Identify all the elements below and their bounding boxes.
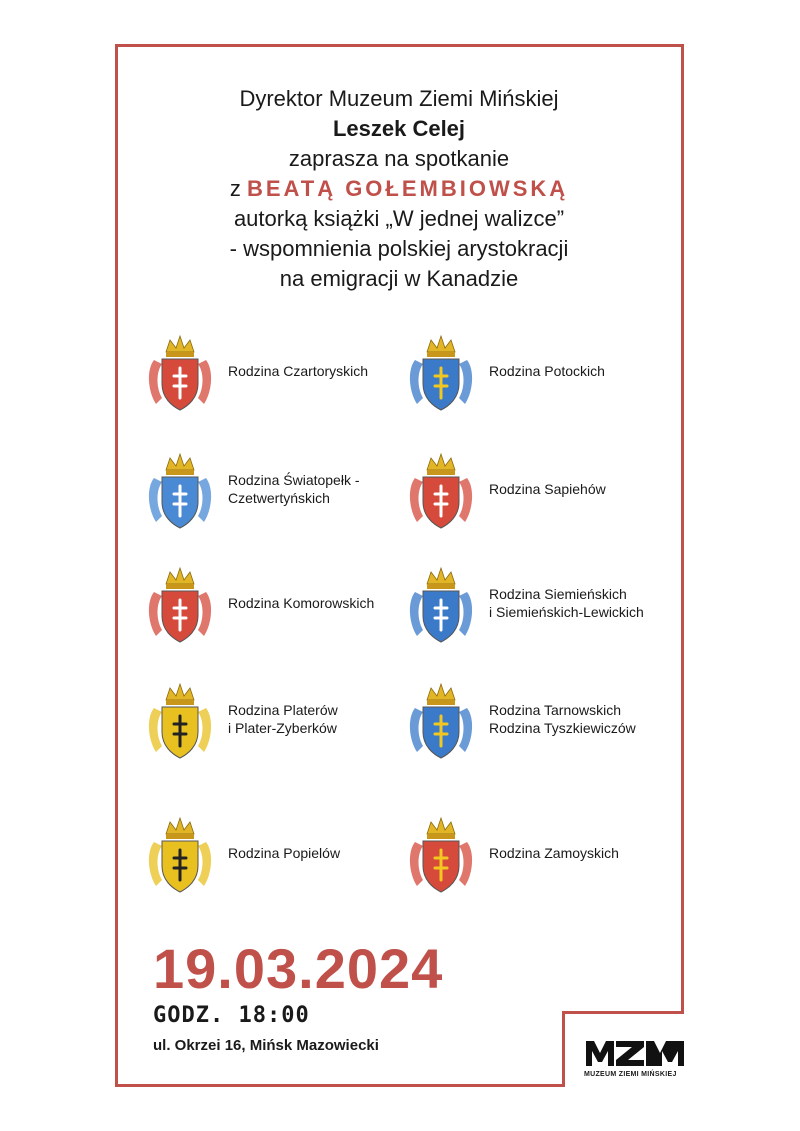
frame-notch-horizontal — [562, 1011, 684, 1014]
frame-bottom — [115, 1084, 565, 1087]
memories-line: - wspomnienia polskiej arystokracji — [229, 236, 569, 261]
mzm-logo-icon — [584, 1038, 686, 1068]
family-item — [407, 558, 644, 648]
family-name — [489, 701, 636, 737]
logo-caption: MUZEUM ZIEMI MIŃSKIEJ — [584, 1071, 677, 1078]
event-address: ul. Okrzei 16, Mińsk Mazowiecki — [153, 1037, 379, 1054]
family-name-line: Rodzina Platerów — [228, 702, 338, 718]
family-name-line: Rodzina Potockich — [489, 363, 605, 379]
family-name — [489, 480, 606, 498]
sapieha-crest-icon — [407, 444, 475, 534]
popiel-crest-icon — [146, 808, 214, 898]
event-time: GODZ. 18:00 — [153, 1003, 310, 1028]
komorowski-crest-icon — [146, 558, 214, 648]
guest-line — [118, 174, 680, 204]
family-name-line: Rodzina Sapiehów — [489, 481, 606, 497]
family-item — [407, 326, 605, 416]
siemienski-crest-icon — [407, 558, 475, 648]
guest-name: BEATĄ GOŁEMBIOWSKĄ — [246, 176, 569, 201]
tarnowski-crest-icon — [407, 674, 475, 764]
director-line: Dyrektor Muzeum Ziemi Mińskiej — [239, 86, 559, 111]
family-name — [228, 594, 374, 612]
family-item — [407, 674, 636, 764]
czartoryski-crest-icon — [146, 326, 214, 416]
family-name — [228, 362, 368, 380]
zamoyski-crest-icon — [407, 808, 475, 898]
family-name — [489, 585, 644, 621]
book-line: autorką książki „W jednej walizce” — [233, 206, 565, 231]
host-name: Leszek Celej — [332, 116, 466, 141]
museum-logo — [584, 1038, 686, 1078]
family-name-line: Rodzina Tyszkiewiczów — [489, 720, 636, 736]
potocki-crest-icon — [407, 326, 475, 416]
family-item — [146, 558, 374, 648]
family-name-line: Rodzina Siemieńskich — [489, 586, 627, 602]
family-item — [146, 326, 368, 416]
guest-prefix: z — [229, 176, 241, 201]
family-name — [489, 844, 619, 862]
plater-crest-icon — [146, 674, 214, 764]
family-item — [407, 808, 619, 898]
frame-notch-vertical — [562, 1011, 565, 1087]
invitation-header — [118, 84, 680, 294]
invite-line: zaprasza na spotkanie — [288, 146, 510, 171]
family-name — [228, 701, 338, 737]
family-item — [146, 444, 360, 534]
family-item — [407, 444, 606, 534]
family-name-line: Czetwertyńskich — [228, 490, 330, 506]
frame-right — [681, 44, 684, 1013]
frame-top — [115, 44, 684, 47]
emigration-line: na emigracji w Kanadzie — [279, 266, 519, 291]
czetwertynski-crest-icon — [146, 444, 214, 534]
family-item — [146, 808, 340, 898]
family-name — [489, 362, 605, 380]
family-name-line: Rodzina Światopełk - — [228, 472, 360, 488]
family-name-line: Rodzina Tarnowskich — [489, 702, 622, 718]
family-name — [228, 471, 360, 507]
event-date: 19.03.2024 — [153, 937, 444, 1000]
family-name-line: i Siemieńskich-Lewickich — [489, 604, 644, 620]
family-name-line: Rodzina Czartoryskich — [228, 363, 369, 379]
family-item — [146, 674, 338, 764]
family-name-line: i Plater-Zyberków — [228, 720, 337, 736]
family-name — [228, 844, 340, 862]
family-name-line: Rodzina Popielów — [228, 845, 341, 861]
family-name-line: Rodzina Zamoyskich — [489, 845, 619, 861]
family-name-line: Rodzina Komorowskich — [228, 595, 375, 611]
